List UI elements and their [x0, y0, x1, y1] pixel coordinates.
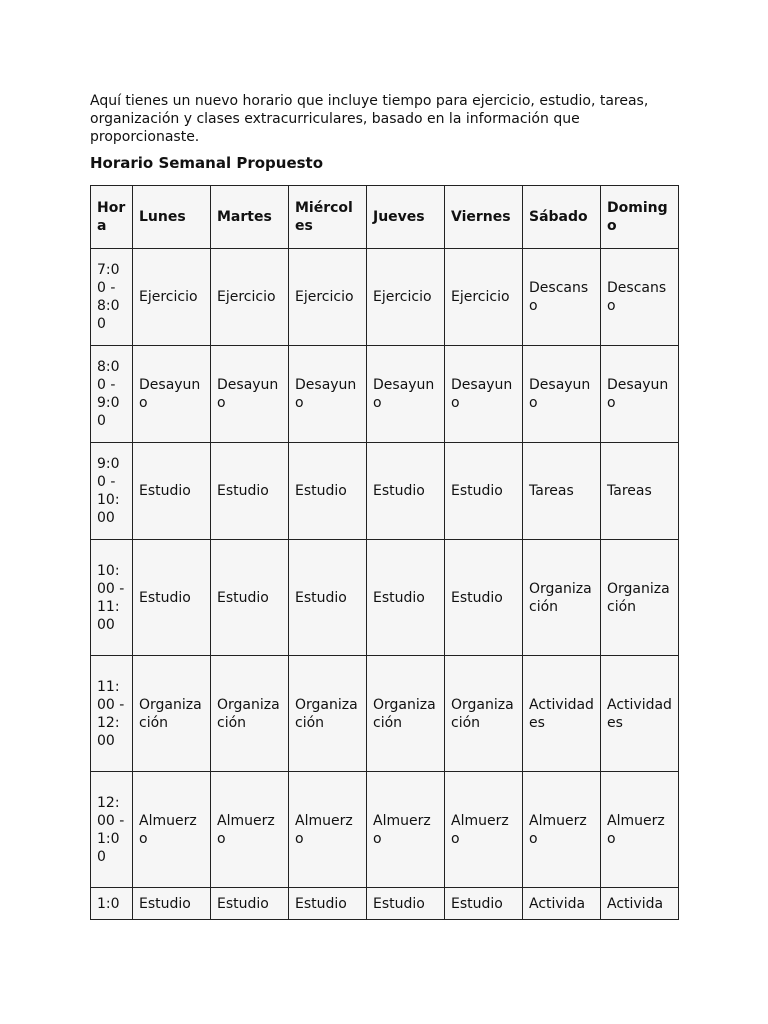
activity-cell: Activida [601, 888, 679, 920]
activity-cell: Estudio [211, 443, 289, 540]
time-cell: 11:00 - 12:00 [91, 656, 133, 772]
table-row [91, 346, 679, 443]
activity-cell: Estudio [133, 888, 211, 920]
activity-cell: Almuerzo [445, 772, 523, 888]
header-cell-martes: Martes [211, 186, 289, 249]
activity-cell: Organización [445, 656, 523, 772]
activity-cell: Almuerzo [367, 772, 445, 888]
activity-cell: Almuerzo [523, 772, 601, 888]
activity-cell: Tareas [523, 443, 601, 540]
activity-cell: Estudio [445, 443, 523, 540]
activity-cell: Estudio [289, 888, 367, 920]
activity-cell: Ejercicio [211, 249, 289, 346]
activity-cell: Desayuno [211, 346, 289, 443]
table-row [91, 772, 679, 888]
time-cell: 1:0 [91, 888, 133, 920]
time-cell: 8:00 - 9:00 [91, 346, 133, 443]
activity-cell: Estudio [367, 888, 445, 920]
time-cell: 10:00 - 11:00 [91, 540, 133, 656]
activity-cell: Almuerzo [133, 772, 211, 888]
activity-cell: Almuerzo [601, 772, 679, 888]
table-row [91, 888, 679, 920]
activity-cell: Organización [133, 656, 211, 772]
activity-cell: Ejercicio [133, 249, 211, 346]
table-row [91, 443, 679, 540]
activity-cell: Estudio [211, 888, 289, 920]
activity-cell: Estudio [445, 540, 523, 656]
activity-cell: Estudio [133, 540, 211, 656]
activity-cell: Ejercicio [367, 249, 445, 346]
activity-cell: Estudio [367, 540, 445, 656]
activity-cell: Organización [367, 656, 445, 772]
activity-cell: Organización [289, 656, 367, 772]
activity-cell: Desayuno [289, 346, 367, 443]
time-cell: 7:00 - 8:00 [91, 249, 133, 346]
activity-cell: Estudio [367, 443, 445, 540]
activity-cell: Ejercicio [289, 249, 367, 346]
activity-cell: Desayuno [523, 346, 601, 443]
time-cell: 12:00 - 1:00 [91, 772, 133, 888]
header-cell-sabado: Sábado [523, 186, 601, 249]
table-row [91, 540, 679, 656]
document-page [90, 92, 678, 912]
activity-cell: Estudio [133, 443, 211, 540]
table-row [91, 656, 679, 772]
schedule-heading: Horario Semanal Propuesto [90, 154, 324, 172]
header-cell-miercoles: Miércoles [289, 186, 367, 249]
header-cell-viernes: Viernes [445, 186, 523, 249]
activity-cell: Actividades [523, 656, 601, 772]
activity-cell: Organización [211, 656, 289, 772]
header-cell-domingo: Domingo [601, 186, 679, 249]
intro-paragraph: Aquí tienes un nuevo horario que incluye tiempo para ejercicio, estudio, tareas, organización y clases extracurriculares, basado en la información que proporcionaste. [90, 93, 649, 145]
activity-cell: Desayuno [601, 346, 679, 443]
activity-cell: Estudio [211, 540, 289, 656]
activity-cell: Activida [523, 888, 601, 920]
activity-cell: Estudio [445, 888, 523, 920]
activity-cell: Descanso [601, 249, 679, 346]
activity-cell: Desayuno [133, 346, 211, 443]
header-cell-jueves: Jueves [367, 186, 445, 249]
time-cell: 9:00 - 10:00 [91, 443, 133, 540]
activity-cell: Estudio [289, 540, 367, 656]
activity-cell: Almuerzo [211, 772, 289, 888]
header-cell-lunes: Lunes [133, 186, 211, 249]
activity-cell: Desayuno [445, 346, 523, 443]
activity-cell: Desayuno [367, 346, 445, 443]
activity-cell: Ejercicio [445, 249, 523, 346]
header-cell-hora: Hora [91, 186, 133, 249]
activity-cell: Tareas [601, 443, 679, 540]
activity-cell: Descanso [523, 249, 601, 346]
activity-cell: Organización [523, 540, 601, 656]
activity-cell: Estudio [289, 443, 367, 540]
activity-cell: Actividades [601, 656, 679, 772]
table-header-row [91, 186, 679, 249]
activity-cell: Organización [601, 540, 679, 656]
weekly-schedule-table [90, 185, 679, 920]
activity-cell: Almuerzo [289, 772, 367, 888]
table-row [91, 249, 679, 346]
